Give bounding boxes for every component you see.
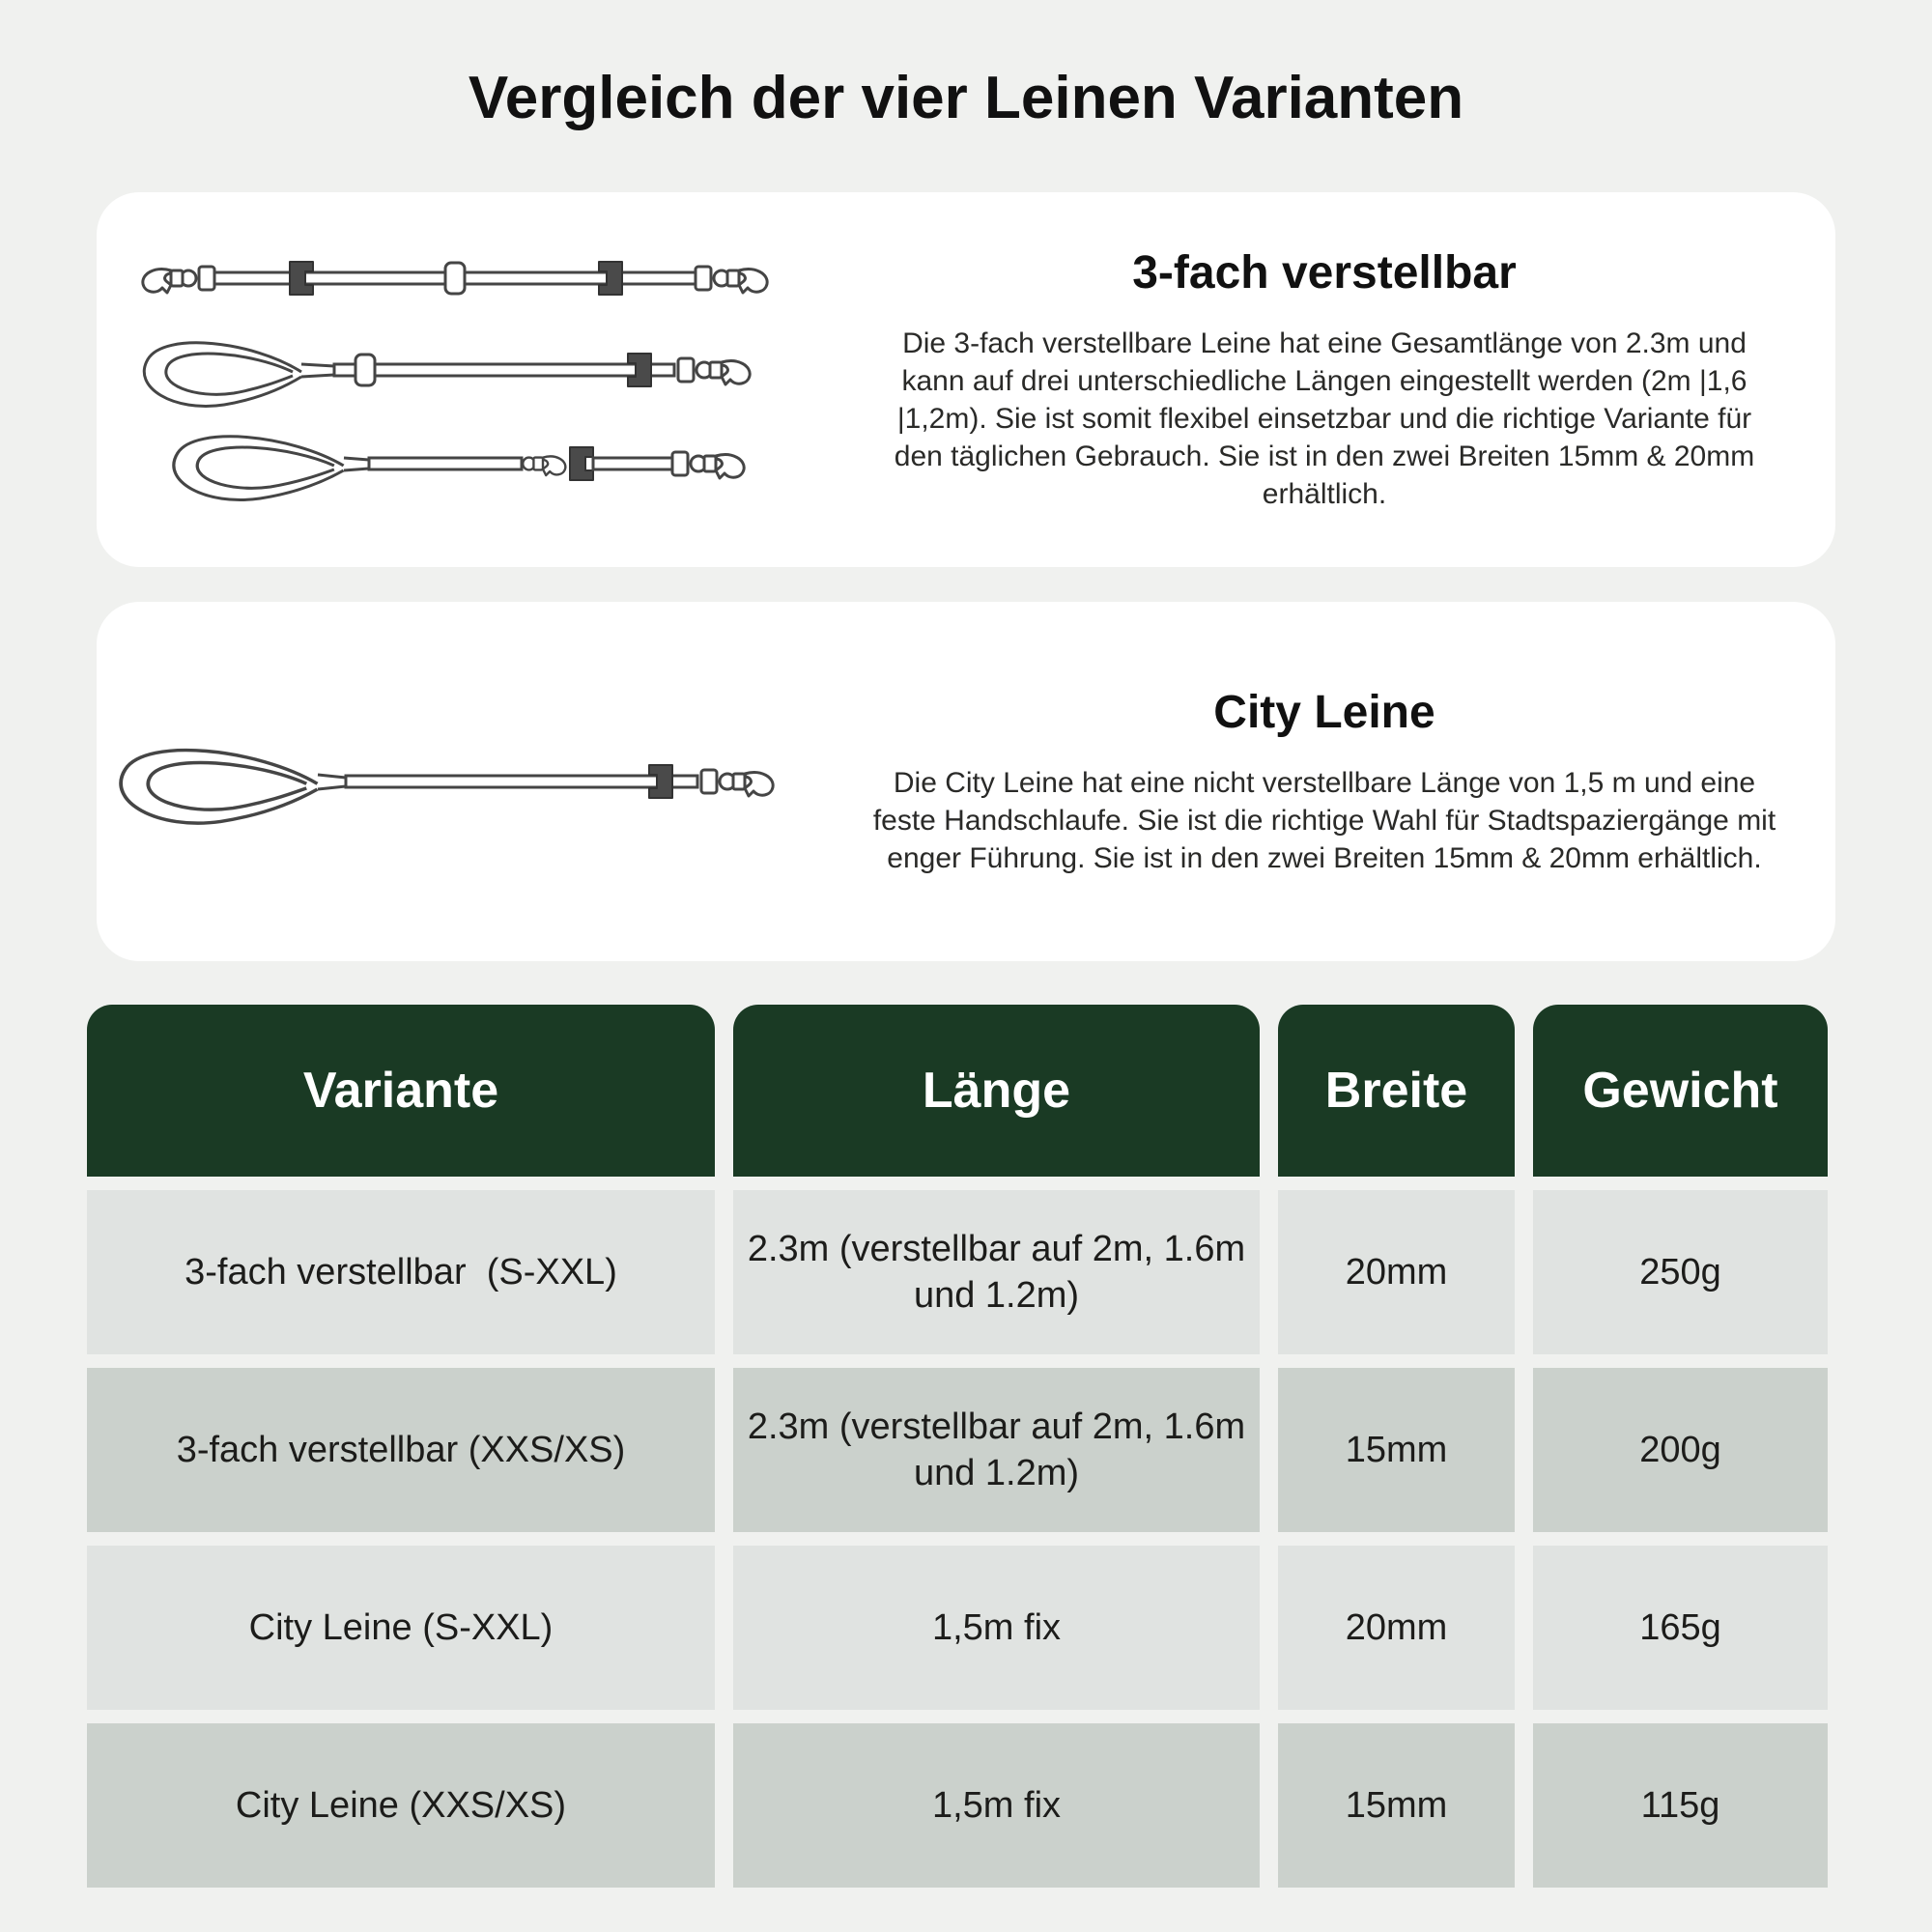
- adjustable-leash-heading: 3-fach verstellbar: [1132, 247, 1517, 298]
- comparison-table: [87, 1005, 1932, 1888]
- table-cell-variante: City Leine (S-XXL): [87, 1546, 715, 1710]
- leash-with-handle-drawing: [144, 343, 750, 407]
- adjustable-leash-copy: [840, 246, 1835, 513]
- city-leash-heading: City Leine: [1213, 687, 1435, 738]
- three-leash-variants-illustration: [135, 235, 802, 525]
- table-cell-gewicht: 200g: [1533, 1368, 1828, 1532]
- city-leash-description: Die City Leine hat eine nicht verstellbare Länge von 1,5 m und eine feste Handschlaufe. Sie ist die richtige Wahl für Stadtspaziergänge mit enger Führung. Sie ist in den zwei Breiten 15mm & 20mm erhältlich.: [872, 767, 1776, 874]
- leash-short-drawing: [174, 437, 744, 500]
- leash-extended-drawing: [143, 262, 767, 295]
- table-cell-breite: 15mm: [1278, 1723, 1515, 1888]
- city-leash-copy: [840, 686, 1835, 877]
- city-leash-drawing: [106, 719, 831, 844]
- table-cell-laenge: 1,5m fix: [733, 1546, 1260, 1710]
- table-cell-laenge: 2.3m (verstellbar auf 2m, 1.6m und 1.2m): [733, 1368, 1260, 1532]
- card-city-leash: [97, 602, 1835, 961]
- table-cell-laenge: 1,5m fix: [733, 1723, 1260, 1888]
- table-cell-breite: 20mm: [1278, 1190, 1515, 1354]
- page-title: Vergleich der vier Leinen Varianten: [468, 65, 1464, 131]
- table-cell-gewicht: 165g: [1533, 1546, 1828, 1710]
- adjustable-leash-description: Die 3-fach verstellbare Leine hat eine Gesamtlänge von 2.3m und kann auf drei unterschiedliche Längen eingestellt werden (2m |1,6 |1,2m). Sie ist somit flexibel einsetzbar und die richtige Variante für den täglichen Gebrauch. Sie ist in den zwei Breiten 15mm & 20mm erhältlich.: [894, 327, 1755, 510]
- card-adjustable-leash: [97, 192, 1835, 567]
- table-cell-laenge: 2.3m (verstellbar auf 2m, 1.6m und 1.2m): [733, 1190, 1260, 1354]
- table-cell-breite: 20mm: [1278, 1546, 1515, 1710]
- table-cell-breite: 15mm: [1278, 1368, 1515, 1532]
- column-header-laenge: Länge: [733, 1005, 1260, 1177]
- column-header-breite: Breite: [1278, 1005, 1515, 1177]
- adjustable-leash-illustration: [97, 235, 840, 525]
- table-cell-variante: 3-fach verstellbar (XXS/XS): [87, 1368, 715, 1532]
- column-header-gewicht: Gewicht: [1533, 1005, 1828, 1177]
- table-cell-variante: 3-fach verstellbar (S-XXL): [87, 1190, 715, 1354]
- table-cell-gewicht: 250g: [1533, 1190, 1828, 1354]
- table-cell-variante: City Leine (XXS/XS): [87, 1723, 715, 1888]
- table-cell-gewicht: 115g: [1533, 1723, 1828, 1888]
- city-leash-illustration: [97, 719, 840, 844]
- column-header-variante: Variante: [87, 1005, 715, 1177]
